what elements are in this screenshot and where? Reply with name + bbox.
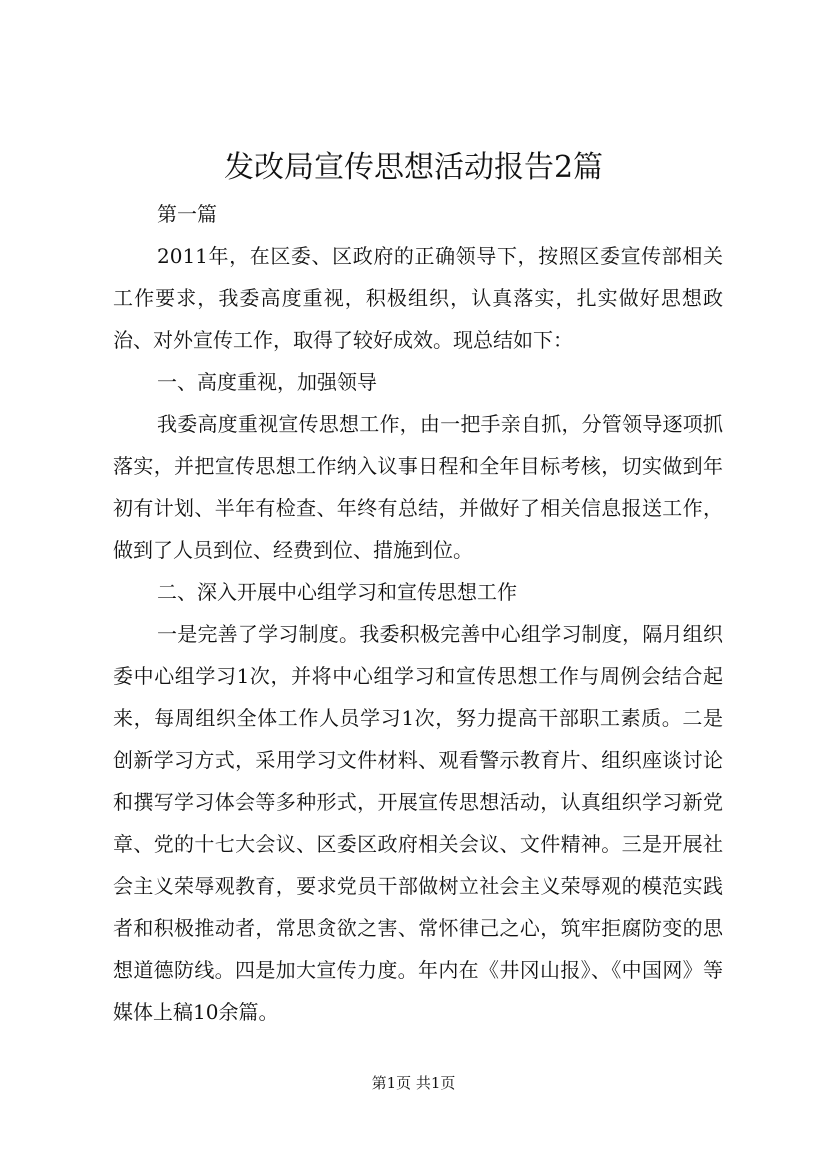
page-footer: 第1页 共1页 xyxy=(371,1074,456,1092)
section-1-paragraph: 我委高度重视宣传思想工作，由一把手亲自抓，分管领导逐项抓落实，并把宣传思想工作纳入议事日程和全年目标考核，切实做到年初有计划、半年有检查、年终有总结，并做好了相关信息报送工作，做到了人员到位、经费到位、措施到位。 xyxy=(113,412,723,562)
section-1-heading: 一、高度重视，加强领导 xyxy=(157,370,377,394)
document-body xyxy=(113,193,723,1033)
intro-paragraph: 2011年，在区委、区政府的正确领导下，按照区委宣传部相关工作要求，我委高度重视，积极组织，认真落实，扎实做好思想政治、对外宣传工作，取得了较好成效。现总结如下： xyxy=(113,244,723,352)
section-2-paragraph: 一是完善了学习制度。我委积极完善中心组学习制度，隔月组织委中心组学习1次，并将中心组学习和宣传思想工作与周例会结合起来，每周组织全体工作人员学习1次，努力提高干部职工素质。二是创新学习方式，采用学习文件材料、观看警示教育片、组织座谈讨论和撰写学习体会等多种形式，开展宣传思想活动，认真组织学习新党章、党的十七大会议、区委区政府相关会议、文件精神。三是开展社会主义荣辱观教育，要求党员干部做树立社会主义荣辱观的模范实践者和积极推动者，常思贪欲之害、常怀律己之心，筑牢拒腐防变的思想道德防线。四是加大宣传力度。年内在《井冈山报》、《中国网》等媒体上稿10余篇。 xyxy=(113,622,723,1024)
section-2-heading: 二、深入开展中心组学习和宣传思想工作 xyxy=(157,580,517,604)
document-title: 发改局宣传思想活动报告2篇 xyxy=(223,150,604,185)
part-label: 第一篇 xyxy=(157,202,217,226)
